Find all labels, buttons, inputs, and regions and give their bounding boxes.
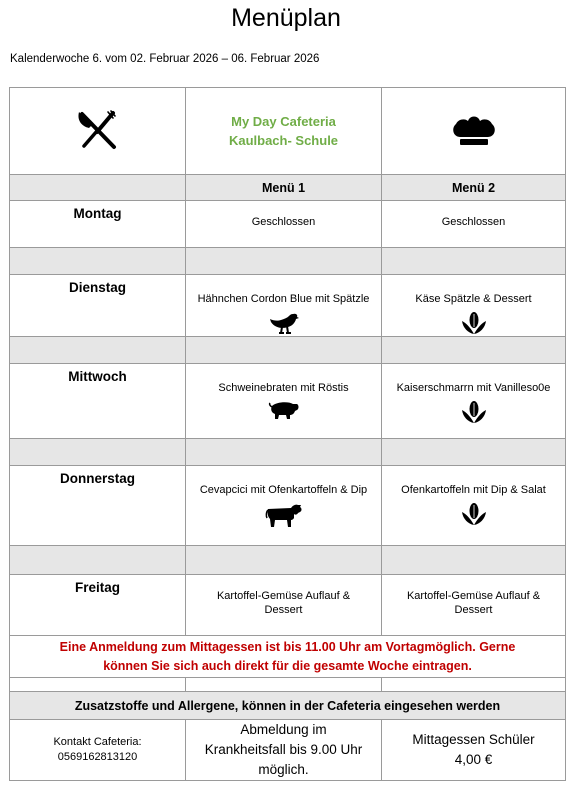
allergen-row [10, 692, 566, 720]
dish-text: Ofenkartoffeln mit Dip & Salat [401, 484, 546, 496]
day-name: Mittwoch [10, 364, 186, 439]
cancellation-line2: Krankheitsfall bis 9.00 Uhr [204, 742, 363, 757]
fork-knife-icon [75, 110, 121, 150]
menu2-dish [382, 201, 566, 248]
price-cell [382, 720, 566, 781]
dish-text: Geschlossen [441, 216, 506, 228]
chef-hat-icon [450, 113, 498, 147]
day-row-mittwoch [10, 364, 566, 439]
price-value: 4,00 € [454, 752, 493, 767]
day-name: Donnerstag [10, 466, 186, 546]
day-row-montag [10, 201, 566, 248]
dish-text: Cevapcici mit Ofenkartoffeln & Dip [199, 484, 368, 496]
menu2-dish [382, 364, 566, 439]
dish-text: Schweinebraten mit Röstis [218, 382, 349, 394]
dish-text: Kartoffel-Gemüse Auflauf & Dessert [216, 590, 351, 616]
notice-line2: können Sie sich auch direkt für die gesamte Woche eintragen. [103, 658, 472, 673]
notice-row [10, 636, 566, 678]
corn-icon [460, 400, 488, 424]
week-range: Kalenderwoche 6. vom 02. Februar 2026 – 06. Februar 2026 [10, 53, 320, 65]
cafeteria-name-cell [186, 88, 382, 175]
menu1-dish [186, 201, 382, 248]
dish-text: Kartoffel-Gemüse Auflauf & Dessert [406, 590, 541, 616]
day-row-dienstag [10, 275, 566, 337]
corn-icon [460, 502, 488, 526]
day-row-donnerstag [10, 466, 566, 546]
menu2-dish [382, 275, 566, 337]
header-icon-cell [10, 88, 186, 175]
day-name: Montag [10, 201, 186, 248]
menu-table [9, 87, 566, 781]
contact-cell [10, 720, 186, 781]
menu2-header: Menü 2 [382, 175, 566, 201]
page-title: Menüplan [231, 4, 341, 32]
dish-text: Hähnchen Cordon Blue mit Spätzle [197, 293, 370, 305]
menu-header-blank [10, 175, 186, 201]
menu1-dish [186, 275, 382, 337]
footer-row [10, 720, 566, 781]
cafeteria-name-line2: Kaulbach- Schule [228, 133, 339, 148]
menu1-dish [186, 575, 382, 636]
header-row [10, 88, 566, 175]
price-label: Mittagessen Schüler [412, 732, 535, 747]
dish-text: Käse Spätzle & Dessert [415, 293, 532, 305]
header-icon-cell-right [382, 88, 566, 175]
menu1-dish [186, 364, 382, 439]
menu1-header: Menü 1 [186, 175, 382, 201]
dish-text: Kaiserschmarrn mit Vanilleso0e [396, 382, 551, 394]
registration-notice [10, 636, 566, 678]
day-row-freitag [10, 575, 566, 636]
contact-label: Kontakt Cafeteria: [53, 736, 142, 748]
day-name: Dienstag [10, 275, 186, 337]
spacer-row [10, 248, 566, 275]
cancellation-line3: möglich. [258, 762, 309, 777]
menu-header-row [10, 175, 566, 201]
day-name: Freitag [10, 575, 186, 636]
menu1-dish [186, 466, 382, 546]
cancellation-line1: Abmeldung im [240, 722, 327, 737]
spacer-row [10, 439, 566, 466]
pig-icon [268, 400, 300, 420]
notice-line1: Eine Anmeldung zum Mittagessen ist bis 11.00 Uhr am Vortagmöglich. Gerne [59, 639, 516, 654]
corn-icon [460, 311, 488, 335]
dish-text: Geschlossen [251, 216, 316, 228]
menu2-dish [382, 575, 566, 636]
cancellation-cell [186, 720, 382, 781]
cow-icon [265, 502, 303, 528]
cafeteria-name-line1: My Day Cafeteria [231, 114, 336, 129]
spacer-row [10, 678, 566, 692]
spacer-row [10, 337, 566, 364]
contact-phone: 0569162813120 [57, 751, 138, 763]
spacer-row [10, 546, 566, 575]
menu2-dish [382, 466, 566, 546]
allergen-info: Zusatzstoffe und Allergene, können in der Cafeteria eingesehen werden [10, 692, 566, 720]
chicken-icon [268, 311, 300, 335]
